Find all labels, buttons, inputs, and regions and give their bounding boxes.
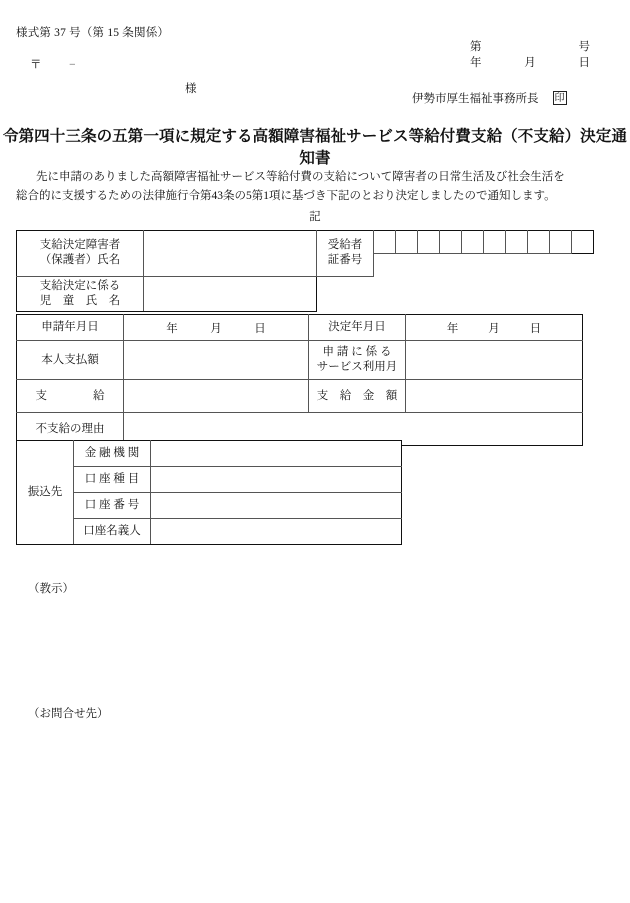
payment-input[interactable] — [124, 380, 309, 413]
decision-date-day: 日 — [529, 322, 542, 335]
service-month-label-line2: サービス利用月 — [316, 361, 398, 373]
decision-table — [16, 314, 583, 446]
table-row — [17, 315, 583, 341]
account-number-input[interactable] — [151, 493, 402, 519]
bank-institution-input[interactable] — [151, 441, 402, 467]
contact-info-label: （お問合せ先） — [28, 708, 109, 720]
payment-amount-input[interactable] — [406, 380, 583, 413]
postal-code-dash: − — [69, 59, 76, 71]
decision-date-month: 月 — [488, 322, 500, 335]
application-date-month: 月 — [210, 322, 222, 335]
application-date-input[interactable] — [124, 315, 309, 341]
recipient-name-label-line1: 支給決定障害者 — [39, 239, 121, 252]
certificate-digit-cell[interactable] — [572, 231, 594, 254]
account-number-label: 口 座 番 号 — [74, 493, 151, 519]
recipient-name-label-line2: （保護者）氏名 — [39, 254, 121, 267]
account-type-input[interactable] — [151, 467, 402, 493]
table-row — [17, 231, 594, 254]
application-date-label: 申請年月日 — [17, 315, 124, 341]
bank-institution-label: 金 融 機 関 — [74, 441, 151, 467]
body-line-1: 先に申請のありました高額障害福祉サービス等給付費の支給について障害者の日常生活及び社会生活を — [36, 171, 565, 183]
certificate-digit-cell[interactable] — [550, 231, 572, 254]
document-number-line[interactable] — [470, 38, 590, 54]
ki-marker: 記 — [309, 211, 321, 223]
certificate-digit-cell[interactable] — [506, 231, 528, 254]
document-date-year: 年 — [470, 57, 482, 69]
document-date-month: 月 — [524, 57, 536, 69]
certificate-number-label-line2: 証番号 — [327, 254, 363, 267]
postal-code-field[interactable] — [30, 56, 100, 72]
payment-label: 支 給 — [17, 380, 124, 413]
recipient-name-label — [17, 231, 144, 277]
child-name-label-line2: 児 童 氏 名 — [39, 294, 121, 307]
certificate-digit-cell[interactable] — [528, 231, 550, 254]
table-row — [17, 380, 583, 413]
postal-mark-icon: 〒 — [30, 59, 42, 71]
certificate-number-label — [317, 231, 374, 277]
instruction-notice-label: （教示） — [28, 583, 74, 595]
account-type-label: 口 座 種 目 — [74, 467, 151, 493]
issuer-line — [412, 90, 567, 106]
account-holder-label: 口座名義人 — [74, 519, 151, 545]
form-number-label: 様式第 37 号（第 15 条関係） — [16, 27, 170, 39]
decision-date-input[interactable] — [406, 315, 583, 341]
certificate-digit-cell[interactable] — [418, 231, 440, 254]
certificate-number-label-line1: 受給者 — [327, 239, 363, 252]
decision-date-label: 決定年月日 — [309, 315, 406, 341]
bank-transfer-table — [16, 440, 402, 545]
application-date-year: 年 — [166, 322, 178, 335]
body-line-2: 総合的に支援するための法律施行令第43条の5第1項に基づき下記のとおり決定しましたので通知します。 — [16, 190, 556, 202]
certificate-digit-cell[interactable] — [484, 231, 506, 254]
document-number-prefix: 第 — [470, 41, 482, 53]
table-row — [17, 467, 402, 493]
table-row — [17, 493, 402, 519]
account-holder-input[interactable] — [151, 519, 402, 545]
spacer-cell — [374, 254, 594, 277]
transfer-destination-label: 振込先 — [17, 441, 74, 545]
addressee-name-suffix: 様 — [185, 83, 197, 95]
self-payment-label: 本人支払額 — [17, 341, 124, 380]
payment-amount-label: 支 給 金 額 — [309, 380, 406, 413]
body-paragraph — [16, 168, 616, 206]
application-date-day: 日 — [254, 322, 266, 335]
service-month-input[interactable] — [406, 341, 583, 380]
child-name-label — [17, 276, 144, 311]
issuer-name: 伊勢市厚生福祉事務所長 — [412, 93, 539, 105]
table-row — [17, 341, 583, 380]
document-date-day: 日 — [578, 57, 590, 69]
self-payment-input[interactable] — [124, 341, 309, 380]
child-name-input[interactable] — [144, 276, 317, 311]
certificate-digit-cell[interactable] — [396, 231, 418, 254]
non-payment-reason-label: 不支給の理由 — [17, 413, 124, 446]
seal-stamp-icon: 印 — [554, 93, 565, 104]
table-row — [17, 441, 402, 467]
table-row — [17, 519, 402, 545]
decision-date-year: 年 — [446, 322, 459, 335]
recipient-name-input[interactable] — [144, 231, 317, 277]
certificate-digit-cell[interactable] — [374, 231, 396, 254]
certificate-digit-cell[interactable] — [462, 231, 484, 254]
service-month-label — [309, 341, 406, 380]
document-date-line[interactable] — [470, 54, 590, 70]
recipient-table — [16, 230, 594, 312]
certificate-digit-cell[interactable] — [440, 231, 462, 254]
document-number-unit: 号 — [578, 41, 590, 53]
table-row — [17, 276, 594, 311]
service-month-label-line1: 申 請 に 係 る — [322, 346, 392, 358]
page-title: 令第四十三条の五第一項に規定する高額障害福祉サービス等給付費支給（不支給）決定通知書 — [2, 128, 627, 167]
child-name-label-line1: 支給決定に係る — [39, 279, 121, 292]
